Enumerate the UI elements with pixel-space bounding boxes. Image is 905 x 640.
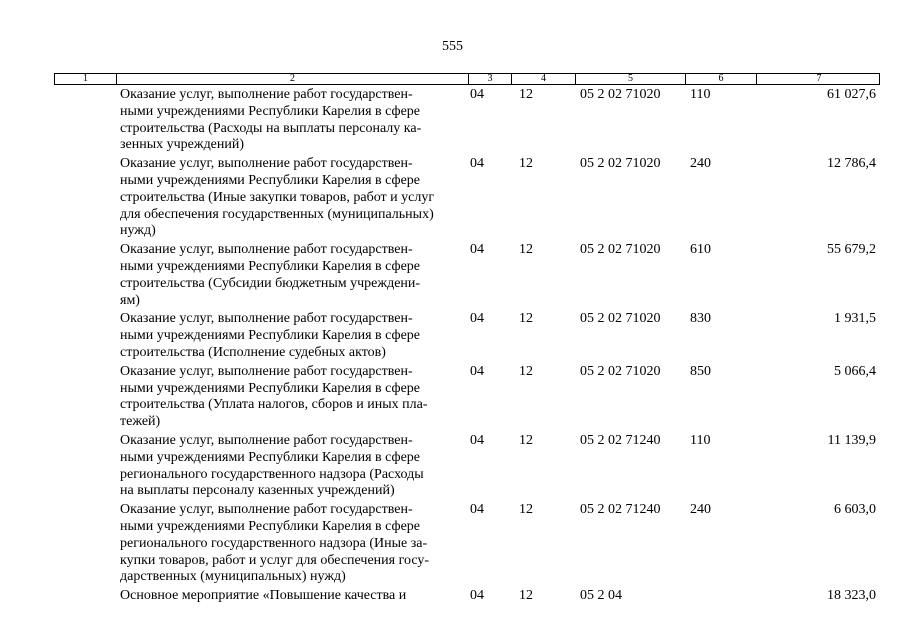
row-description: Основное мероприятие «Повышение качества и	[120, 588, 407, 604]
row-section: 04	[470, 363, 484, 379]
row-subsection: 12	[519, 311, 533, 327]
row-target-article: 05 2 02 71020	[580, 311, 661, 327]
header-col-2: 2	[117, 74, 469, 84]
row-expense-type: 610	[690, 242, 711, 258]
header-col-1: 1	[55, 74, 117, 84]
row-section: 04	[470, 87, 484, 102]
row-amount: 12 786,4	[827, 156, 876, 172]
row-amount: 5 066,4	[834, 363, 876, 379]
table-row	[54, 309, 880, 361]
row-target-article: 05 2 02 71020	[580, 87, 661, 102]
row-section: 04	[470, 242, 484, 258]
row-target-article: 05 2 02 71020	[580, 156, 661, 172]
header-col-4: 4	[512, 74, 576, 84]
row-amount: 11 139,9	[827, 432, 876, 448]
row-amount: 61 027,6	[827, 87, 876, 102]
row-expense-type: 850	[690, 363, 711, 379]
row-target-article: 05 2 02 71020	[580, 242, 661, 258]
row-target-article: 05 2 04	[580, 588, 622, 604]
row-subsection: 12	[519, 432, 533, 448]
row-description: Оказание услуг, выполнение работ государствен- ными учреждениями Республики Карелия в сфере строительства (Исполнение судебных актов)	[120, 311, 421, 360]
header-col-3: 3	[469, 74, 512, 84]
header-col-7: 7	[816, 73, 822, 84]
table-row	[54, 362, 880, 431]
table-row	[54, 154, 880, 240]
row-amount: 18 323,0	[827, 588, 876, 604]
row-amount: 6 603,0	[834, 502, 876, 518]
row-description: Оказание услуг, выполнение работ государствен- ными учреждениями Республики Карелия в сфере строительства (Иные закупки товаров, работ и услуг для обеспечения государственных (муниципальных) нужд)	[120, 156, 435, 239]
row-section: 04	[470, 432, 484, 448]
row-description: Оказание услуг, выполнение работ государствен- ными учреждениями Республики Карелия в сфере строительства (Расходы на выплаты персоналу ка- зенных учреждений)	[120, 87, 422, 153]
row-section: 04	[470, 311, 484, 327]
row-subsection: 12	[519, 242, 533, 258]
row-expense-type: 110	[690, 87, 711, 102]
table-row	[54, 586, 880, 605]
row-subsection: 12	[519, 588, 533, 604]
row-expense-type: 240	[690, 502, 711, 518]
row-expense-type: 110	[690, 432, 711, 448]
table-body	[54, 85, 880, 605]
row-expense-type: 830	[690, 311, 711, 327]
row-expense-type: 240	[690, 156, 711, 172]
table-header	[54, 73, 880, 85]
row-subsection: 12	[519, 502, 533, 518]
row-target-article: 05 2 02 71020	[580, 363, 661, 379]
row-amount: 55 679,2	[827, 242, 876, 258]
header-col-6: 6	[686, 74, 757, 84]
row-description: Оказание услуг, выполнение работ государствен- ными учреждениями Республики Карелия в сфере регионального государственного надзора (Иные за- купки товаров, работ и услуг для обеспечения госу- дарственных (муниципальных) нужд)	[120, 502, 430, 585]
row-subsection: 12	[519, 156, 533, 172]
row-subsection: 12	[519, 363, 533, 379]
table-row	[54, 85, 880, 154]
table-row	[54, 431, 880, 500]
row-description: Оказание услуг, выполнение работ государствен- ными учреждениями Республики Карелия в сфере регионального государственного надзора (Расходы на выплаты персоналу казенных учреждений)	[120, 432, 424, 499]
table-row	[54, 500, 880, 586]
page-number: 555	[442, 39, 463, 54]
row-section: 04	[470, 156, 484, 172]
row-amount: 1 931,5	[834, 311, 876, 327]
row-section: 04	[470, 502, 484, 518]
row-target-article: 05 2 02 71240	[580, 502, 661, 518]
row-subsection: 12	[519, 87, 533, 102]
row-description: Оказание услуг, выполнение работ государствен- ными учреждениями Республики Карелия в сфере строительства (Уплата налогов, сборов и иных пла- тежей)	[120, 363, 428, 430]
header-col-5: 5	[576, 74, 686, 84]
row-target-article: 05 2 02 71240	[580, 432, 661, 448]
table-row	[54, 240, 880, 309]
row-section: 04	[470, 588, 484, 604]
row-description: Оказание услуг, выполнение работ государствен- ными учреждениями Республики Карелия в сфере строительства (Субсидии бюджетным учреждени- ям)	[120, 242, 421, 308]
